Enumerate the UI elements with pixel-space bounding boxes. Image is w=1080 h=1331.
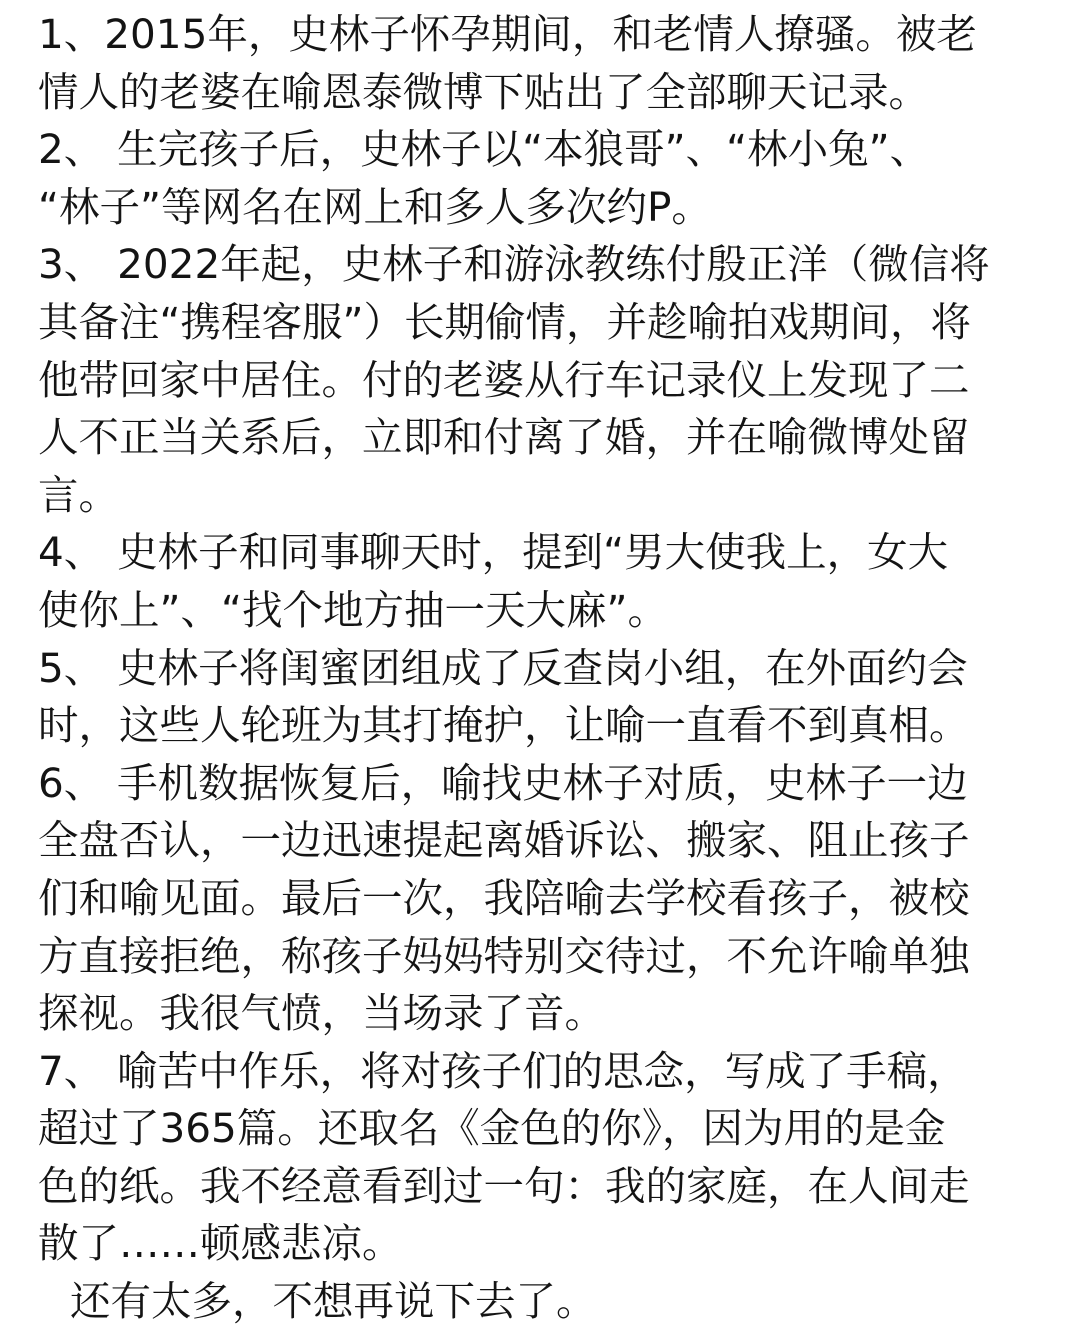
text-line: 4、 史林子和同事聊天时，提到“男大使我上，女大: [38, 528, 949, 577]
text-line: 5、 史林子将闺蜜团组成了反查岗小组，在外面约会: [38, 643, 968, 692]
text-line: 7、 喻苦中作乐，将对孩子们的思念，写成了手稿，: [38, 1046, 968, 1095]
text-line: 探视。我很气愤，当场录了音。: [38, 989, 605, 1038]
text-line: 其备注“携程客服”）长期偷情，并趁喻拍戏期间，将: [38, 297, 971, 346]
text-line: 1、2015年，史林子怀孕期间，和老情人撩骚。被老: [38, 10, 977, 58]
text-line: 他带回家中居住。付的老婆从行车记录仪上发现了二: [38, 355, 970, 404]
text-line: 3、 2022年起，史林子和游泳教练付殷正洋（微信将: [38, 240, 990, 289]
text-line: 方直接拒绝，称孩子妈妈特别交待过，不允许喻单独: [38, 931, 970, 980]
text-line: 色的纸。我不经意看到过一句：我的家庭，在人间走: [38, 1161, 970, 1210]
text-line: 时，这些人轮班为其打掩护，让喻一直看不到真相。: [38, 701, 970, 750]
text-line: 全盘否认，一边迅速提起离婚诉讼、搬家、阻止孩子: [38, 816, 970, 865]
text-line: 超过了365篇。还取名《金色的你》，因为用的是金: [38, 1104, 946, 1153]
text-line: 6、 手机数据恢复后，喻找史林子对质，史林子一边: [38, 758, 968, 807]
closing-line: 还有太多，不想再说下去了。: [70, 1277, 597, 1326]
text-line: 2、 生完孩子后，史林子以“本狼哥”、“林小兔”、: [38, 125, 931, 174]
text-line: 散了……顿感悲凉。: [38, 1219, 403, 1268]
text-line: “林子”等网名在网上和多人多次约P。: [38, 182, 712, 231]
text-line: 言。: [38, 470, 119, 519]
text-line: 人不正当关系后，立即和付离了婚，并在喻微博处留: [38, 413, 970, 462]
text-line: 们和喻见面。最后一次，我陪喻去学校看孩子，被校: [38, 873, 970, 922]
text-line: 情人的老婆在喻恩泰微博下贴出了全部聊天记录。: [38, 67, 929, 116]
text-line: 使你上”、“找个地方抽一天大麻”。: [38, 585, 668, 634]
